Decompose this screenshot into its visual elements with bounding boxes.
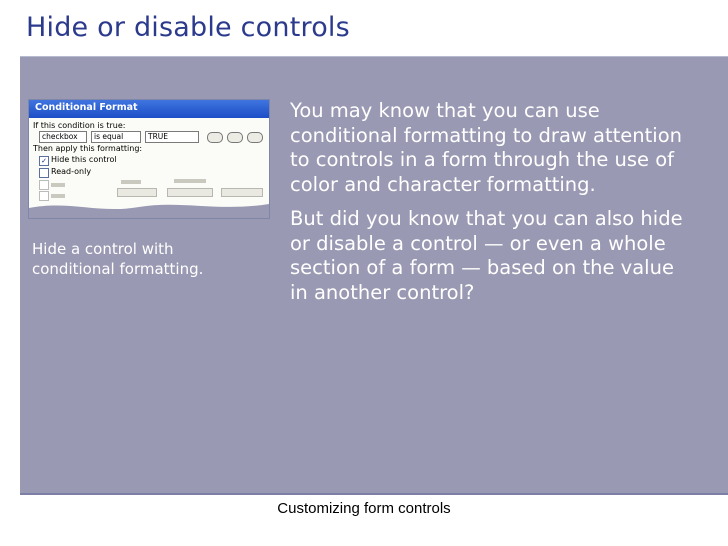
paragraph-1: You may know that you can use conditional formatting to draw attention to controls in a form through the use of color and character formatting. <box>290 99 682 196</box>
hide-control-label: Hide this control <box>51 155 117 164</box>
placeholder-field <box>167 188 213 197</box>
placeholder-checkbox-1 <box>39 180 49 190</box>
dialog-title: Conditional Format <box>35 102 138 113</box>
dialog-button-1 <box>207 132 223 143</box>
dialog-button-2 <box>227 132 243 143</box>
content-panel <box>20 57 728 493</box>
dialog-button-3 <box>247 132 263 143</box>
footer-divider <box>20 493 728 495</box>
placeholder-field <box>117 188 157 197</box>
value-field: TRUE <box>145 131 199 143</box>
hide-control-checkbox: ✓ <box>39 156 49 166</box>
slide-title: Hide or disable controls <box>26 12 350 43</box>
dialog-title-bar <box>29 100 269 118</box>
read-only-label: Read-only <box>51 167 92 176</box>
image-caption: Hide a control with conditional formatting. <box>32 240 204 278</box>
apply-label: Then apply this formatting: <box>33 144 143 153</box>
paragraph-2: But did you know that you can also hide or disable a control — or even a whole section of a form — based on the value in another control? <box>290 207 683 304</box>
condition-label: If this condition is true: <box>33 121 126 130</box>
torn-edge-graphic <box>29 198 269 218</box>
placeholder-line <box>121 180 141 184</box>
footer-text: Customizing form controls <box>277 500 451 517</box>
conditional-format-thumbnail <box>28 99 270 219</box>
body-text <box>290 99 695 315</box>
operator-select: is equal <box>91 131 141 143</box>
read-only-checkbox <box>39 168 49 178</box>
placeholder-line <box>174 179 206 183</box>
placeholder-field <box>221 188 263 197</box>
placeholder-line <box>51 183 65 187</box>
field-select: checkbox <box>39 131 87 143</box>
